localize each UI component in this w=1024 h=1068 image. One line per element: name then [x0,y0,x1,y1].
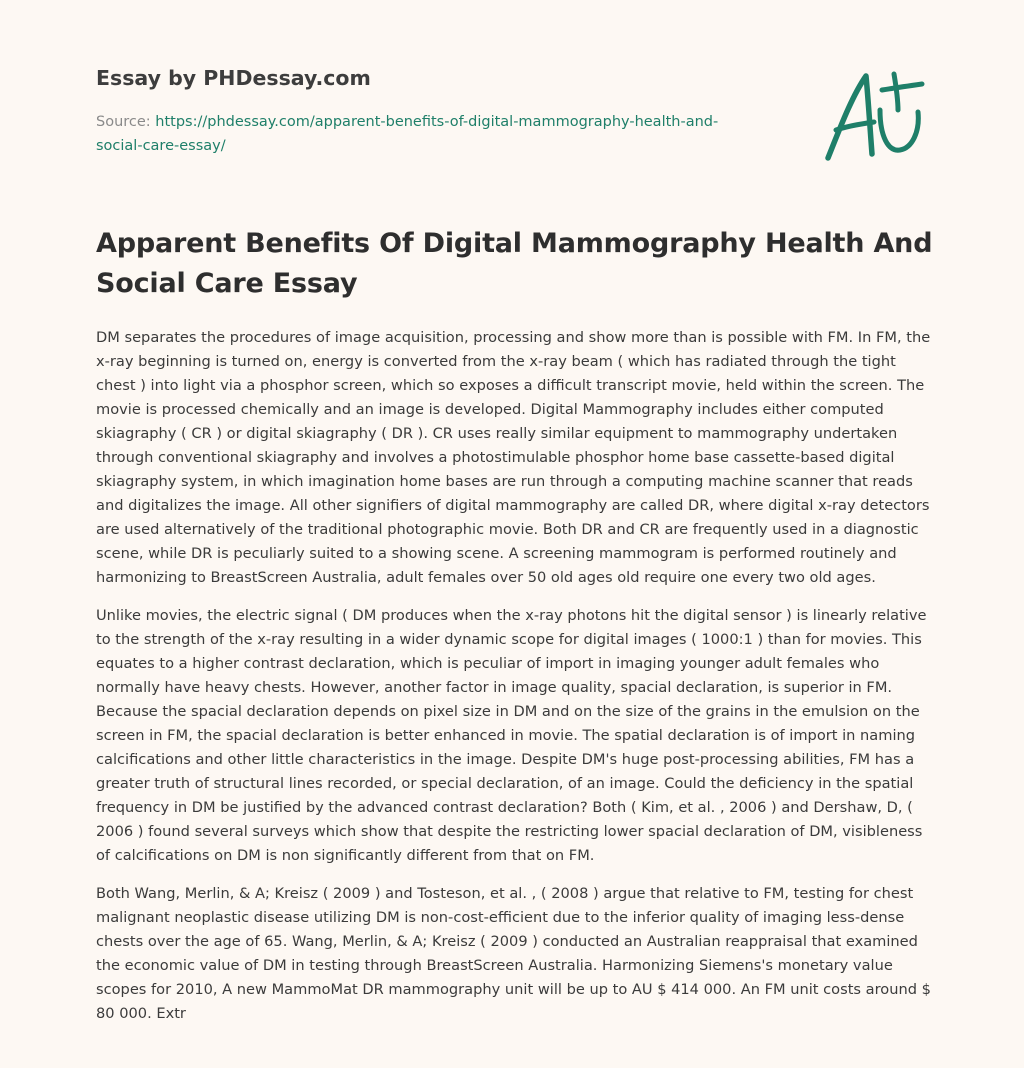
a-plus-grade-icon [822,66,932,164]
page-header [96,64,796,158]
essay-body [96,326,932,1040]
site-title: Essay by PHDessay.com [96,66,371,90]
source-line [96,110,756,158]
essay-paragraph: DM separates the procedures of image acquisition, processing and show more than is possible with FM. In FM, the x-ray beginning is turned on, energy is converted from the x-ray beam ( which has radiated through the tight chest ) into light via a phosphor screen, which so exposes a difficult transcript movie, held within the screen. The movie is processed chemically and an image is developed. Digital Mammography includes either computed skiagraphy ( CR ) or digital skiagraphy ( DR ). CR uses really similar equipment to mammography undertaken through conventional skiagraphy and involves a photostimulable phosphor home base cassette-based digital skiagraphy system, in which imagination home bases are run through a computing machine scanner that reads and digitalizes the image. All other signifiers of digital mammography are called DR, where digital x-ray detectors are used alternatively of the traditional photographic movie. Both DR and CR are frequently used in a diagnostic scene, while DR is peculiarly suited to a showing scene. A screening mammogram is performed routinely and harmonizing to BreastScreen Australia, adult females over 50 old ages old require one every two old ages. [96,329,931,586]
essay-paragraph: Unlike movies, the electric signal ( DM produces when the x-ray photons hit the digital sensor ) is linearly relative to the strength of the x-ray resulting in a wider dynamic scope for digital images ( 1000:1 ) than for movies. This equates to a higher contrast declaration, which is peculiar of import in imaging younger adult females who normally have heavy chests. However, another factor in image quality, spacial declaration, is superior in FM. Because the spacial declaration depends on pixel size in DM and on the size of the grains in the emulsion on the screen in FM, the spacial declaration is better enhanced in movie. The spatial declaration is of import in naming calcifications and other little characteristics in the image. Despite DM's huge post-processing abilities, FM has a greater truth of structural lines recorded, or special declaration, of an image. Could the deficiency in the spatial frequency in DM be justified by the advanced contrast declaration? Both ( Kim, et al. , 2006 ) and Dershaw, D, ( 2006 ) found several surveys which show that despite the restricting lower spacial declaration of DM, visibleness of calcifications on DM is non significantly different from that on FM. [96,607,927,864]
essay-paragraph: Both Wang, Merlin, & A; Kreisz ( 2009 ) and Tosteson, et al. , ( 2008 ) argue that relative to FM, testing for chest malignant neoplastic disease utilizing DM is non-cost-efficient due to the inferior quality of imaging less-dense chests over the age of 65. Wang, Merlin, & A; Kreisz ( 2009 ) conducted an Australian reappraisal that examined the economic value of DM in testing through BreastScreen Australia. Harmonizing Siemens's monetary value scopes for 2010, A new MammoMat DR mammography unit will be up to AU $ 414 000. An FM unit costs around $ 80 000. Extr [96,885,931,1022]
essay-title: Apparent Benefits Of Digital Mammography Health And Social Care Essay [96,228,933,299]
source-link[interactable]: https://phdessay.com/apparent-benefits-of-digital-mammography-health-and-social-care-essay/ [96,114,719,154]
source-label: Source: [96,114,156,130]
